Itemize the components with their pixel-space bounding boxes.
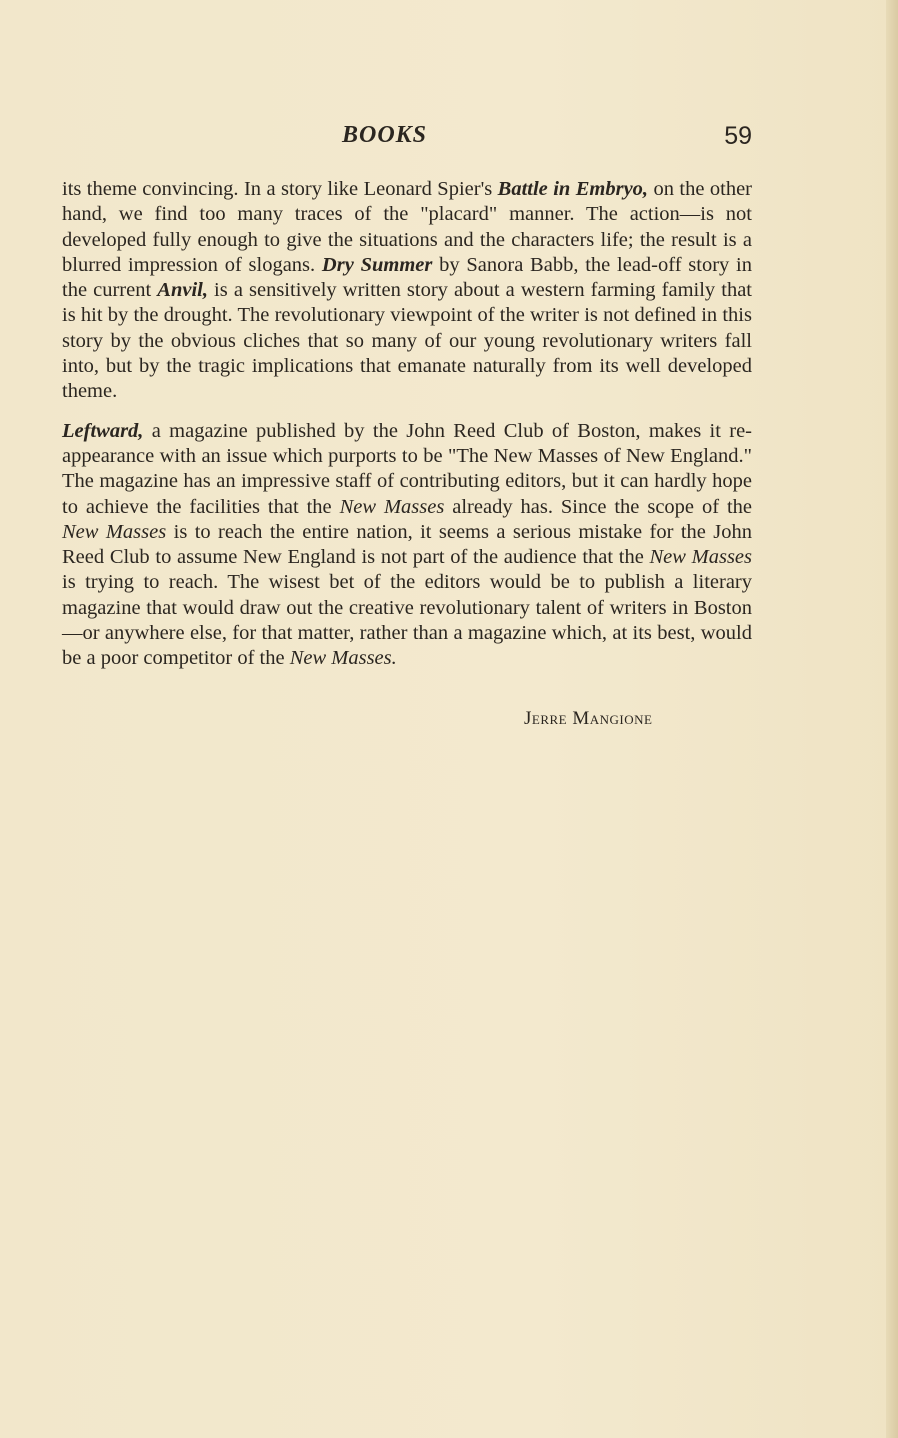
title-reference: New Masses <box>62 520 167 543</box>
text-run: its theme convincing. In a story like Leonard Spier's <box>62 178 498 200</box>
article-body <box>62 177 752 672</box>
text-run: a magazine published by the John Reed Club of Boston, makes it re-appearance with an issue which purports to be "The New Masses of New England." The magazine has an impressive staff of contributing editors, but it can hardly hope to achieve the facilities that the <box>62 419 752 518</box>
paragraph-1 <box>62 177 752 405</box>
text-run: by Sanora Babb, the lead-off story in the current <box>62 253 752 302</box>
title-reference: Dry Summer <box>321 253 433 276</box>
text-run: already has. Since the scope of the <box>444 495 753 518</box>
text-run: on the other hand, we find too many traces of the "placard" manner. The action—is not developed fully enough to give the situations and the characters life; the result is a blurred impression of slogans. <box>62 178 753 276</box>
title-reference: Anvil, <box>157 279 208 302</box>
page-number: 59 <box>724 122 752 150</box>
text-run: is to reach the entire nation, it seems a serious mistake for the John Reed Club to assume New England is not part of the audience that the <box>62 520 753 569</box>
title-reference: New Masses <box>339 495 445 518</box>
text-run: is a sensitively written story about a western farming family that is hit by the drought. The revolutionary viewpoint of the writer is not defined in this story by the obvious cliches that so many of our young revolutionary writers fall into, but by the tragic implications that emanate naturally from its well developed theme. <box>62 279 752 403</box>
page-edge-shadow <box>886 0 898 1438</box>
page-header <box>62 122 752 156</box>
title-reference: New Masses <box>649 546 752 569</box>
text-run: is trying to reach. The wisest bet of the editors would be to publish a literary magazine that would draw out the creative revolutionary talent of writers in Boston—or anywhere else, for that matter, rather than a magazine which, at its best, would be a poor competitor of the <box>62 571 752 670</box>
title-reference: Battle in Embryo, <box>497 178 649 200</box>
title-reference: Leftward, <box>62 419 144 442</box>
running-title: BOOKS <box>342 122 428 148</box>
title-reference: New Masses. <box>289 647 397 670</box>
paragraph-2 <box>62 419 752 672</box>
author-signature: Jerre Mangione <box>524 708 653 729</box>
